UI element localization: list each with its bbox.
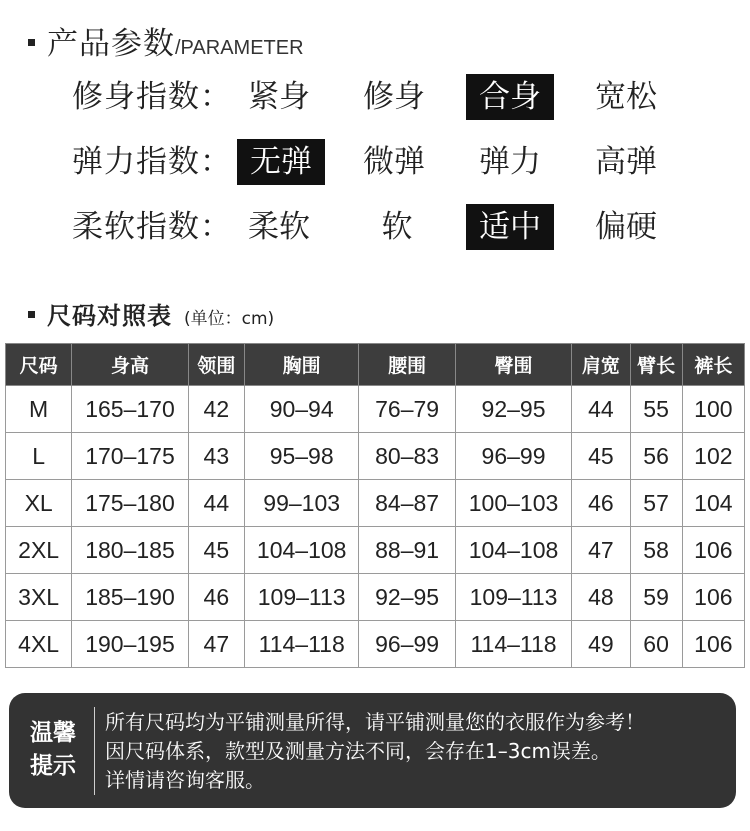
measurement-cell: 80–83 [359,433,455,480]
measurement-cell: 42 [188,386,244,433]
table-header-cell: 身高 [72,344,188,386]
measurement-cell: 180–185 [72,527,188,574]
params-title-en: /PARAMETER [175,37,304,59]
param-label: 弹力指数： [72,144,232,180]
notice-line: 详情请咨询客服。 [105,768,265,792]
table-header-row [6,344,745,386]
param-option: 修身 [363,79,425,115]
param-option: 微弹 [363,144,425,180]
param-option: 弹力 [479,144,541,180]
measurement-cell: 92–95 [455,386,571,433]
table-header-cell: 裤长 [682,344,744,386]
measurement-cell: 49 [572,621,630,668]
measurement-cell: 48 [572,574,630,621]
measurement-cell: 185–190 [72,574,188,621]
table-row [6,386,745,433]
measurement-cell: 100 [682,386,744,433]
measurement-cell: 170–175 [72,433,188,480]
param-option: 偏硬 [595,209,657,245]
size-cell: XL [6,480,72,527]
measurement-cell: 46 [188,574,244,621]
measurement-cell: 47 [572,527,630,574]
measurement-cell: 104–108 [244,527,358,574]
measurement-cell: 44 [188,480,244,527]
param-option-selected: 无弹 [237,139,325,185]
size-cell: 4XL [6,621,72,668]
notice-line: 因尺码体系，款型及测量方法不同，会存在1–3cm误差。 [105,739,611,763]
size-chart-unit: (单位：cm) [184,309,275,329]
measurement-cell: 84–87 [359,480,455,527]
measurement-cell: 46 [572,480,630,527]
param-option: 宽松 [595,79,657,115]
measurement-cell: 100–103 [455,480,571,527]
param-label: 柔软指数： [72,209,232,245]
measurement-cell: 55 [630,386,682,433]
size-section-title [28,296,274,331]
measurement-cell: 114–118 [244,621,358,668]
size-table [5,343,745,668]
table-header-cell: 腰围 [359,344,455,386]
measurement-cell: 44 [572,386,630,433]
params-section-title [28,18,304,63]
measurement-cell: 109–113 [455,574,571,621]
notice-label-line: 提示 [30,753,76,779]
params-title: 产品参数 [47,26,175,62]
measurement-cell: 96–99 [455,433,571,480]
measurement-cell: 45 [572,433,630,480]
measurement-cell: 45 [188,527,244,574]
table-row [6,480,745,527]
table-row [6,527,745,574]
measurement-cell: 76–79 [359,386,455,433]
measurement-cell: 88–91 [359,527,455,574]
measurement-cell: 96–99 [359,621,455,668]
param-row-fit [72,74,732,120]
measurement-cell: 106 [682,574,744,621]
param-option: 软 [381,209,413,245]
measurement-cell: 57 [630,480,682,527]
table-header-cell: 胸围 [244,344,358,386]
table-header-cell: 尺码 [6,344,72,386]
size-cell: 2XL [6,527,72,574]
param-label: 修身指数： [72,79,232,115]
measurement-cell: 114–118 [455,621,571,668]
param-option-selected: 合身 [466,74,554,120]
notice-divider [94,707,95,795]
param-option: 紧身 [248,79,310,115]
table-row [6,433,745,480]
measurement-cell: 59 [630,574,682,621]
measurement-cell: 92–95 [359,574,455,621]
measurement-cell: 106 [682,527,744,574]
measurement-cell: 104 [682,480,744,527]
param-option: 柔软 [248,209,310,245]
measurement-cell: 106 [682,621,744,668]
notice-box [9,693,736,808]
notice-label [23,717,83,783]
table-header-cell: 臂长 [630,344,682,386]
table-header-cell: 臀围 [455,344,571,386]
notice-line: 所有尺码均为平铺测量所得，请平铺测量您的衣服作为参考！ [105,710,645,734]
measurement-cell: 56 [630,433,682,480]
measurement-cell: 104–108 [455,527,571,574]
param-row-softness [72,204,732,250]
measurement-cell: 102 [682,433,744,480]
table-row [6,574,745,621]
measurement-cell: 58 [630,527,682,574]
notice-label-line: 温馨 [30,720,76,746]
measurement-cell: 90–94 [244,386,358,433]
measurement-cell: 165–170 [72,386,188,433]
notice-text [105,708,645,795]
measurement-cell: 95–98 [244,433,358,480]
measurement-cell: 109–113 [244,574,358,621]
measurement-cell: 175–180 [72,480,188,527]
size-chart-title: 尺码对照表 [47,302,172,330]
bullet-icon [28,39,35,46]
size-cell: L [6,433,72,480]
measurement-cell: 60 [630,621,682,668]
param-row-stretch [72,139,732,185]
measurement-cell: 43 [188,433,244,480]
measurement-cell: 99–103 [244,480,358,527]
table-row [6,621,745,668]
bullet-icon [28,311,35,318]
table-header-cell: 领围 [188,344,244,386]
size-cell: 3XL [6,574,72,621]
table-header-cell: 肩宽 [572,344,630,386]
param-option: 高弹 [595,144,657,180]
param-option-selected: 适中 [466,204,554,250]
measurement-cell: 190–195 [72,621,188,668]
size-cell: M [6,386,72,433]
measurement-cell: 47 [188,621,244,668]
